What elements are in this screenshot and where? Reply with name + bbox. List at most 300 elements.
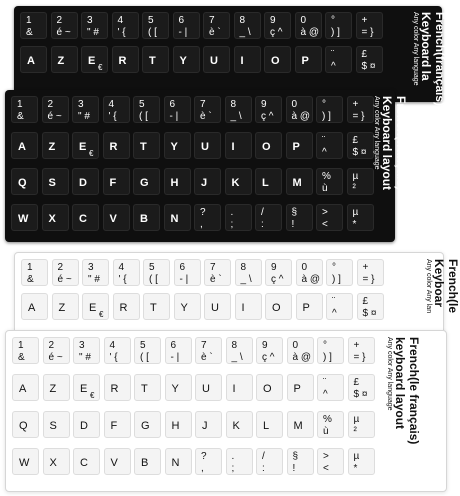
key-base-char: * bbox=[353, 463, 358, 474]
key-sticker bbox=[287, 374, 314, 401]
key-sticker bbox=[81, 46, 108, 73]
key-sticker bbox=[11, 168, 38, 195]
key-base-char: é ~ bbox=[56, 27, 71, 38]
key-shift-char: § bbox=[291, 207, 298, 218]
key-letter: A bbox=[27, 55, 35, 67]
key-base-char: : bbox=[261, 219, 264, 230]
key-sticker bbox=[174, 259, 201, 286]
key-shift-char: 3 bbox=[87, 15, 93, 26]
key-sticker bbox=[82, 293, 109, 320]
key-sticker bbox=[164, 168, 191, 195]
key-sticker bbox=[164, 204, 191, 231]
key-letter: B bbox=[141, 457, 149, 469]
key-sticker bbox=[264, 46, 291, 73]
key-base-char: ! bbox=[291, 219, 295, 230]
key-shift-char: £ bbox=[362, 296, 369, 307]
key-base-char: ) ] bbox=[331, 27, 340, 38]
key-base-char: & bbox=[18, 352, 25, 363]
key-shift-char: 4 bbox=[117, 15, 124, 26]
key-base-char: = } bbox=[353, 352, 366, 363]
key-shift-char: % bbox=[322, 171, 331, 182]
key-sticker bbox=[12, 448, 39, 475]
key-sticker bbox=[73, 337, 100, 364]
key-sticker bbox=[225, 204, 252, 231]
key-sticker bbox=[43, 411, 70, 438]
key-sticker bbox=[316, 132, 343, 159]
key-base-char: & bbox=[17, 111, 24, 122]
key-shift-char: 3 bbox=[78, 99, 84, 110]
key-shift-char: µ bbox=[352, 171, 359, 182]
key-letter: A bbox=[19, 383, 27, 395]
key-sticker bbox=[103, 168, 130, 195]
key-sticker bbox=[356, 46, 383, 73]
key-sticker bbox=[165, 448, 192, 475]
key-letter: I bbox=[232, 383, 236, 395]
key-base-char: ² bbox=[352, 183, 356, 194]
key-letter: V bbox=[109, 213, 117, 225]
key-shift-char: 0 bbox=[301, 262, 308, 273]
key-letter: M bbox=[293, 420, 303, 432]
key-shift-char: + bbox=[353, 340, 360, 351]
key-base-char: ) ] bbox=[332, 274, 341, 285]
key-sticker bbox=[113, 259, 140, 286]
key-shift-char: . bbox=[231, 451, 235, 462]
key-letter: U bbox=[210, 55, 218, 67]
key-sticker bbox=[234, 46, 261, 73]
key-sticker bbox=[226, 448, 253, 475]
key-letter: E bbox=[79, 141, 87, 153]
key-base-char: ù bbox=[322, 183, 328, 194]
key-shift-char: / bbox=[262, 451, 265, 462]
sheet-title: French(français) bbox=[433, 12, 447, 107]
key-altgr-char: € bbox=[99, 310, 104, 319]
key-sticker bbox=[316, 204, 343, 231]
key-letter: F bbox=[109, 177, 117, 189]
key-sticker bbox=[316, 168, 343, 195]
key-base-char: è ` bbox=[210, 274, 222, 285]
key-sticker bbox=[11, 132, 38, 159]
key-letter: K bbox=[232, 420, 240, 432]
key-sticker bbox=[357, 293, 384, 320]
key-base-char: é ~ bbox=[47, 111, 62, 122]
key-sticker bbox=[134, 448, 161, 475]
key-sticker bbox=[43, 337, 70, 364]
key-shift-char: 5 bbox=[139, 99, 145, 110]
key-shift-char: ¨ bbox=[322, 135, 326, 146]
key-base-char: ^ bbox=[323, 389, 328, 400]
sheet-side-label bbox=[412, 12, 447, 106]
key-shift-char: 8 bbox=[240, 262, 247, 273]
key-shift-char: + bbox=[361, 15, 368, 26]
key-sticker bbox=[133, 204, 160, 231]
key-shift-char: 2 bbox=[56, 15, 63, 26]
key-sticker bbox=[356, 12, 383, 39]
key-sticker bbox=[134, 374, 161, 401]
key-base-char: ' { bbox=[118, 274, 127, 285]
key-sticker bbox=[165, 374, 192, 401]
key-letter: P bbox=[302, 302, 310, 314]
key-sticker bbox=[52, 293, 79, 320]
key-base-char: ^ bbox=[331, 61, 336, 72]
key-sticker bbox=[226, 337, 253, 364]
key-base-char: ) ] bbox=[322, 111, 331, 122]
key-sticker bbox=[265, 259, 292, 286]
key-sticker bbox=[256, 337, 283, 364]
key-base-char: à @ bbox=[301, 274, 320, 285]
sheet-tagline: Any color Any lan bbox=[425, 259, 432, 314]
key-letter: G bbox=[141, 420, 150, 432]
key-letter: T bbox=[140, 141, 147, 153]
sheet-tagline: Any color Any language bbox=[386, 337, 393, 411]
key-letter: L bbox=[263, 420, 270, 432]
key-sticker bbox=[51, 46, 78, 73]
key-letter: H bbox=[171, 420, 180, 432]
key-shift-char: 9 bbox=[270, 15, 276, 26]
key-sticker bbox=[256, 411, 283, 438]
key-shift-char: 1 bbox=[17, 99, 23, 110]
key-letter: Q bbox=[18, 177, 27, 189]
sheet-subtitle: Keyboard layout bbox=[380, 96, 394, 191]
key-sticker bbox=[104, 448, 131, 475]
key-sticker bbox=[42, 132, 69, 159]
key-letter: C bbox=[79, 213, 87, 225]
key-letter: I bbox=[241, 302, 245, 314]
key-sticker bbox=[317, 411, 344, 438]
key-letter: R bbox=[110, 383, 119, 395]
key-sticker bbox=[134, 411, 161, 438]
key-base-char: < bbox=[322, 219, 328, 230]
key-shift-char: 2 bbox=[48, 340, 55, 351]
key-letter: W bbox=[19, 457, 30, 469]
sheet-side-label bbox=[425, 259, 460, 313]
key-sticker bbox=[194, 168, 221, 195]
key-shift-char: ¨ bbox=[332, 296, 336, 307]
key-letter: Z bbox=[57, 55, 65, 67]
key-letter: U bbox=[211, 302, 219, 314]
key-letter: D bbox=[79, 177, 87, 189]
key-shift-char: 8 bbox=[230, 99, 237, 110]
sticker-sheet-black-back bbox=[14, 6, 447, 107]
key-letter: P bbox=[293, 383, 301, 395]
key-sticker bbox=[43, 374, 70, 401]
key-letter: R bbox=[118, 55, 127, 67]
key-letter: L bbox=[262, 177, 269, 189]
key-base-char: ç ^ bbox=[261, 111, 274, 122]
key-base-char: ( [ bbox=[140, 352, 149, 363]
key-base-char: ' { bbox=[108, 111, 117, 122]
key-letter: T bbox=[149, 55, 156, 67]
key-base-char: - | bbox=[170, 352, 180, 363]
key-sticker bbox=[173, 46, 200, 73]
key-letter: R bbox=[119, 302, 128, 314]
key-letter: S bbox=[48, 177, 56, 189]
key-shift-char: > bbox=[323, 451, 329, 462]
key-base-char: $ ¤ bbox=[352, 147, 367, 158]
key-base-char: é ~ bbox=[48, 352, 63, 363]
key-sticker bbox=[234, 12, 261, 39]
key-sticker bbox=[103, 204, 130, 231]
key-shift-char: µ bbox=[352, 207, 359, 218]
key-sticker bbox=[113, 293, 140, 320]
key-shift-char: 0 bbox=[292, 340, 299, 351]
key-shift-char: 7 bbox=[201, 340, 207, 351]
key-letter: Y bbox=[179, 55, 187, 67]
key-sticker bbox=[194, 132, 221, 159]
key-shift-char: 4 bbox=[108, 99, 115, 110]
key-shift-char: 1 bbox=[27, 262, 33, 273]
key-sticker bbox=[12, 374, 39, 401]
key-sticker bbox=[72, 168, 99, 195]
key-sticker bbox=[347, 168, 374, 195]
key-base-char: à @ bbox=[291, 111, 310, 122]
key-shift-char: ¨ bbox=[323, 377, 327, 388]
key-sticker bbox=[21, 293, 48, 320]
key-base-char: * bbox=[352, 219, 357, 230]
sticker-sheet-black-front bbox=[5, 90, 408, 242]
key-letter: P bbox=[301, 55, 309, 67]
key-sticker bbox=[195, 448, 222, 475]
key-sticker bbox=[347, 204, 374, 231]
key-sticker bbox=[255, 96, 282, 123]
key-base-char: ; bbox=[231, 463, 235, 474]
key-sticker bbox=[73, 448, 100, 475]
key-letter: Y bbox=[171, 383, 179, 395]
key-shift-char: µ bbox=[353, 414, 360, 425]
sheet-tagline: Any color Any language bbox=[373, 96, 380, 170]
key-base-char: & bbox=[27, 274, 34, 285]
key-base-char: " # bbox=[87, 27, 99, 38]
key-letter: C bbox=[80, 457, 88, 469]
key-sticker bbox=[316, 96, 343, 123]
key-sticker bbox=[143, 259, 170, 286]
key-sticker bbox=[51, 12, 78, 39]
key-sticker bbox=[255, 168, 282, 195]
key-letter: H bbox=[170, 177, 179, 189]
key-base-char: $ ¤ bbox=[361, 61, 376, 72]
key-letter: F bbox=[110, 420, 118, 432]
key-shift-char: 1 bbox=[18, 340, 24, 351]
key-shift-char: 7 bbox=[209, 15, 215, 26]
key-letter: P bbox=[292, 141, 300, 153]
key-base-char: ) ] bbox=[323, 352, 332, 363]
key-sticker bbox=[72, 96, 99, 123]
key-sticker bbox=[347, 96, 374, 123]
key-sticker bbox=[348, 374, 375, 401]
key-sticker bbox=[52, 259, 79, 286]
key-altgr-char: € bbox=[90, 391, 95, 400]
key-shift-char: 6 bbox=[170, 340, 177, 351]
key-sticker bbox=[264, 12, 291, 39]
key-base-char: ^ bbox=[322, 147, 327, 158]
key-sticker bbox=[357, 259, 384, 286]
key-base-char: ; bbox=[230, 219, 234, 230]
key-shift-char: 9 bbox=[271, 262, 277, 273]
key-sticker bbox=[226, 411, 253, 438]
key-base-char: ' { bbox=[109, 352, 118, 363]
key-base-char: ç ^ bbox=[270, 27, 283, 38]
key-sticker bbox=[203, 12, 230, 39]
key-base-char: _ \ bbox=[231, 352, 243, 363]
key-letter: E bbox=[80, 383, 88, 395]
key-shift-char: 5 bbox=[149, 262, 155, 273]
key-letter: B bbox=[140, 213, 148, 225]
key-sticker bbox=[42, 96, 69, 123]
key-base-char: è ` bbox=[209, 27, 221, 38]
key-shift-char: £ bbox=[352, 135, 359, 146]
key-letter: O bbox=[271, 55, 280, 67]
key-sticker bbox=[286, 96, 313, 123]
key-letter: E bbox=[89, 302, 97, 314]
key-sticker bbox=[265, 293, 292, 320]
key-letter: G bbox=[140, 177, 149, 189]
key-letter: J bbox=[202, 420, 208, 432]
key-shift-char: ° bbox=[322, 99, 326, 110]
key-sticker bbox=[286, 204, 313, 231]
key-letter: A bbox=[28, 302, 36, 314]
key-letter: J bbox=[201, 177, 208, 189]
key-sticker bbox=[287, 411, 314, 438]
key-shift-char: 9 bbox=[262, 340, 268, 351]
key-sticker bbox=[43, 448, 70, 475]
key-letter: N bbox=[170, 213, 179, 225]
key-letter: U bbox=[201, 141, 209, 153]
key-shift-char: 8 bbox=[231, 340, 238, 351]
key-base-char: $ ¤ bbox=[353, 389, 368, 400]
key-letter: S bbox=[49, 420, 57, 432]
key-letter: I bbox=[240, 55, 244, 67]
key-letter: T bbox=[141, 383, 148, 395]
key-sticker bbox=[142, 12, 169, 39]
key-sticker bbox=[112, 46, 139, 73]
key-shift-char: ? bbox=[201, 451, 207, 462]
key-sticker bbox=[287, 448, 314, 475]
key-sticker bbox=[203, 46, 230, 73]
key-sticker bbox=[195, 337, 222, 364]
key-sticker bbox=[42, 168, 69, 195]
key-shift-char: ° bbox=[323, 340, 327, 351]
key-letter: T bbox=[150, 302, 157, 314]
key-base-char: = } bbox=[361, 27, 374, 38]
key-sticker bbox=[133, 168, 160, 195]
key-shift-char: ¨ bbox=[331, 49, 335, 60]
key-shift-char: ° bbox=[332, 262, 336, 273]
key-letter: Q bbox=[19, 420, 28, 432]
key-base-char: " # bbox=[79, 352, 91, 363]
key-base-char: ^ bbox=[332, 308, 337, 319]
sheet-side-label bbox=[373, 96, 408, 190]
key-sticker bbox=[143, 293, 170, 320]
key-sticker bbox=[72, 132, 99, 159]
key-sticker bbox=[103, 96, 130, 123]
key-shift-char: 7 bbox=[200, 99, 206, 110]
key-sticker bbox=[348, 337, 375, 364]
key-sticker bbox=[317, 448, 344, 475]
key-sticker bbox=[134, 337, 161, 364]
key-base-char: & bbox=[26, 27, 33, 38]
key-sticker bbox=[255, 132, 282, 159]
key-letter: O bbox=[262, 141, 271, 153]
key-shift-char: 1 bbox=[26, 15, 32, 26]
key-base-char: é ~ bbox=[57, 274, 72, 285]
key-shift-char: 4 bbox=[109, 340, 116, 351]
key-shift-char: 6 bbox=[179, 262, 186, 273]
key-shift-char: 4 bbox=[118, 262, 125, 273]
key-letter: X bbox=[49, 457, 57, 469]
key-base-char: $ ¤ bbox=[362, 308, 377, 319]
key-sticker bbox=[295, 46, 322, 73]
key-sticker bbox=[73, 411, 100, 438]
key-letter: O bbox=[263, 383, 272, 395]
key-letter: A bbox=[18, 141, 26, 153]
key-base-char: à @ bbox=[292, 352, 311, 363]
key-sticker bbox=[20, 12, 47, 39]
key-base-char: < bbox=[323, 463, 329, 474]
key-shift-char: 3 bbox=[79, 340, 85, 351]
key-sticker bbox=[165, 337, 192, 364]
key-shift-char: 3 bbox=[88, 262, 94, 273]
key-sticker bbox=[295, 12, 322, 39]
sheet-title: French(le français) bbox=[407, 337, 421, 445]
key-base-char: = } bbox=[362, 274, 375, 285]
key-sticker bbox=[164, 132, 191, 159]
sticker-sheet-white-front bbox=[5, 330, 447, 492]
key-sticker bbox=[348, 411, 375, 438]
key-sticker bbox=[112, 12, 139, 39]
key-sticker bbox=[296, 259, 323, 286]
key-base-char: ç ^ bbox=[271, 274, 284, 285]
key-sticker bbox=[11, 96, 38, 123]
key-sticker bbox=[73, 374, 100, 401]
key-letter: Z bbox=[49, 383, 57, 395]
key-shift-char: ° bbox=[331, 15, 335, 26]
key-sticker bbox=[225, 132, 252, 159]
key-altgr-char: € bbox=[98, 63, 103, 72]
key-letter: Y bbox=[180, 302, 188, 314]
key-letter: M bbox=[292, 177, 302, 189]
key-sticker bbox=[194, 96, 221, 123]
key-letter: Z bbox=[48, 141, 56, 153]
sheet-subtitle: keyboard layout bbox=[393, 337, 407, 430]
key-base-char: = } bbox=[352, 111, 365, 122]
key-sticker bbox=[20, 46, 47, 73]
key-letter: V bbox=[110, 457, 118, 469]
key-sticker bbox=[347, 132, 374, 159]
sticker-sheet-white-back bbox=[14, 252, 460, 340]
key-letter: K bbox=[231, 177, 240, 189]
key-base-char: , bbox=[201, 463, 204, 474]
key-letter: Y bbox=[170, 141, 178, 153]
key-letter: W bbox=[18, 213, 29, 225]
key-sticker bbox=[325, 46, 352, 73]
key-base-char: - | bbox=[178, 27, 188, 38]
key-sticker bbox=[12, 411, 39, 438]
key-sticker bbox=[195, 374, 222, 401]
key-base-char: " # bbox=[88, 274, 100, 285]
key-shift-char: . bbox=[230, 207, 234, 218]
key-sticker bbox=[194, 204, 221, 231]
key-sticker bbox=[104, 337, 131, 364]
key-base-char: à @ bbox=[300, 27, 319, 38]
key-sticker bbox=[12, 337, 39, 364]
key-shift-char: µ bbox=[353, 451, 360, 462]
key-letter: I bbox=[231, 141, 235, 153]
key-sticker bbox=[255, 204, 282, 231]
key-sticker bbox=[72, 204, 99, 231]
sheet-title: French(le bbox=[446, 259, 460, 314]
key-shift-char: 0 bbox=[300, 15, 307, 26]
key-base-char: _ \ bbox=[240, 274, 252, 285]
key-shift-char: 8 bbox=[239, 15, 246, 26]
